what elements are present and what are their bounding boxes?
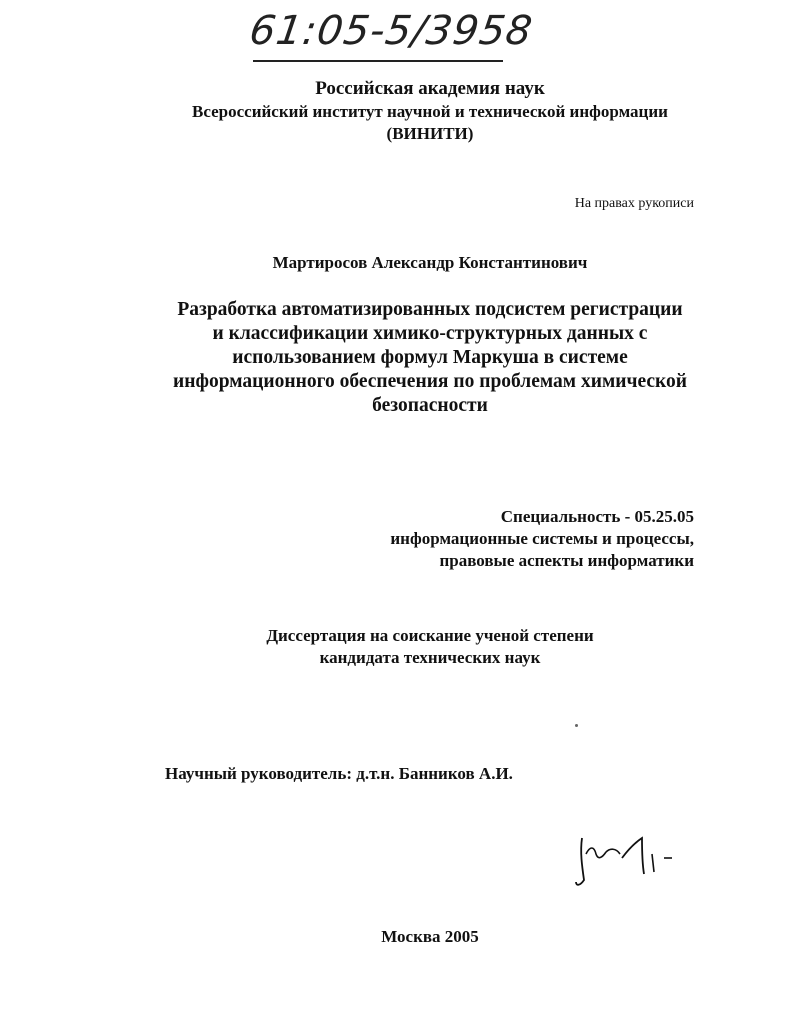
archive-stamp-number: 61:05-5/3958 xyxy=(246,8,536,54)
stamp-underline xyxy=(253,60,503,62)
specialty-line: информационные системы и процессы, xyxy=(390,529,694,548)
title-line: использованием формул Маркуша в системе xyxy=(232,347,628,368)
supervisor: Научный руководитель: д.т.н. Банников А.И. xyxy=(165,764,513,783)
specialty-block xyxy=(390,506,694,572)
dissertation-title xyxy=(150,298,710,418)
title-line: информационного обеспечения по проблемам химической xyxy=(173,371,687,392)
degree-line: Диссертация на соискание ученой степени xyxy=(266,626,594,645)
author-name: Мартиросов Александр Константинович xyxy=(272,253,588,272)
rights-note: На правах рукописи xyxy=(574,196,694,211)
title-line: и классификации химико-структурных данных с xyxy=(212,323,648,344)
handwritten-signature xyxy=(570,828,680,892)
academy-name: Российская академия наук xyxy=(315,78,545,99)
degree-line: кандидата технических наук xyxy=(319,648,541,667)
institute-abbreviation: (ВИНИТИ) xyxy=(386,124,474,143)
institute-name: Всероссийский институт научной и технической информации xyxy=(192,102,668,121)
specialty-code: Специальность - 05.25.05 xyxy=(500,507,694,526)
specialty-line: правовые аспекты информатики xyxy=(439,551,694,570)
city-year: Москва 2005 xyxy=(381,927,479,946)
degree-block xyxy=(0,625,794,669)
title-line: Разработка автоматизированных подсистем регистрации xyxy=(177,299,683,320)
scan-speck xyxy=(575,724,578,727)
title-line: безопасности xyxy=(372,395,488,416)
